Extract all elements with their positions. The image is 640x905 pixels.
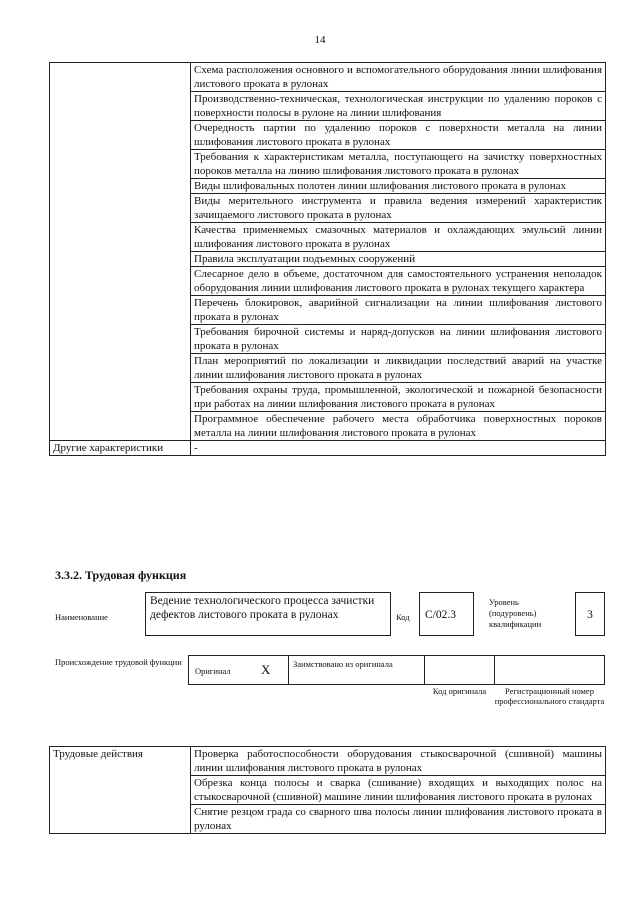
table-cell: Требования к характеристикам металла, поступающего на зачистку поверхностных пороков металла на линию шлифования листового проката в рулонах xyxy=(191,150,606,179)
borrowed-label: Заимствовано из оригинала xyxy=(293,659,393,669)
code-caption: Код оригинала xyxy=(432,686,487,696)
labor-actions-table xyxy=(49,746,606,834)
original-code-cell xyxy=(424,655,495,685)
level-value-box: 3 xyxy=(575,592,605,636)
other-characteristics-value: - xyxy=(191,441,606,456)
table-cell: Проверка работоспособности оборудования стыкосварочной (сшивной) машины линии шлифования листового проката в рулонах xyxy=(191,747,606,776)
other-characteristics-label: Другие характеристики xyxy=(50,441,191,456)
labor-actions-label: Трудовые действия xyxy=(50,747,191,834)
reg-number-cell xyxy=(494,655,605,685)
original-cell xyxy=(188,655,289,685)
table-row xyxy=(50,441,606,456)
level-label: Уровень (подуровень) квалификации xyxy=(489,597,542,629)
table-cell: Обрезка конца полосы и сварка (сшивание) входящих и выходящих полос на стыкосварочной (сшивной) машине линии шлифования листового проката в рулонах xyxy=(191,776,606,805)
table-cell: Очередность партии по удалению пороков с поверхности металла на линии шлифования листового проката в рулонах xyxy=(191,121,606,150)
function-code-box: С/02.3 xyxy=(419,592,474,636)
label-cell xyxy=(50,63,191,441)
table-cell: Слесарное дело в объеме, достаточном для самостоятельного устранения неполадок оборудования линии шлифования листового проката в рулонах текущего характера xyxy=(191,267,606,296)
table-cell: Правила эксплуатации подъемных сооружений xyxy=(191,252,606,267)
table-cell: Требования охраны труда, промышленной, экологической и пожарной безопасности при работах на линии шлифования листового проката в рулонах xyxy=(191,383,606,412)
table-cell: Качества применяемых смазочных материалов и охлаждающих эмульсий линии шлифования листового проката в рулонах xyxy=(191,223,606,252)
name-label: Наименование xyxy=(55,612,108,622)
table-cell: Перечень блокировок, аварийной сигнализации на линии шлифования листового проката в рулонах xyxy=(191,296,606,325)
original-mark: X xyxy=(261,662,271,677)
table-cell: Требования бирочной системы и наряд-допусков на линии шлифования листового проката в рулонах xyxy=(191,325,606,354)
table-cell: План мероприятий по локализации и ликвидации последствий аварий на участке линии шлифования листового проката в рулонах xyxy=(191,354,606,383)
original-label: Оригинал xyxy=(195,666,231,676)
table-cell: Программное обеспечение рабочего места обработчика поверхностных пороков металла на линии шлифования листового проката в рулонах xyxy=(191,412,606,441)
table-cell: Снятие резцом града со сварного шва полосы линии шлифования листового проката в рулонах xyxy=(191,805,606,834)
table-cell: Виды мерительного инструмента и правила ведения измерений характеристик зачищаемого листового проката в рулонах xyxy=(191,194,606,223)
table-cell: Производственно-техническая, технологическая инструкции по удалению пороков с поверхности полосы в рулоне на линии шлифования xyxy=(191,92,606,121)
section-heading: 3.3.2. Трудовая функция xyxy=(55,568,187,582)
table-row xyxy=(50,63,606,92)
reg-caption: Регистрационный номер профессионального стандарта xyxy=(494,686,605,706)
borrowed-cell xyxy=(288,655,425,685)
knowledge-table xyxy=(49,62,606,456)
table-cell: Виды шлифовальных полотен линии шлифования листового проката в рулонах xyxy=(191,179,606,194)
table-cell: Схема расположения основного и вспомогательного оборудования линии шлифования листового проката в рулонах xyxy=(191,63,606,92)
origin-label: Происхождение трудовой функции xyxy=(55,657,182,667)
function-name-box: Ведение технологического процесса зачистки дефектов листового проката в рулонах xyxy=(145,592,391,636)
table-row xyxy=(50,747,606,776)
page-number: 14 xyxy=(314,34,326,46)
code-label: Код xyxy=(396,612,410,622)
